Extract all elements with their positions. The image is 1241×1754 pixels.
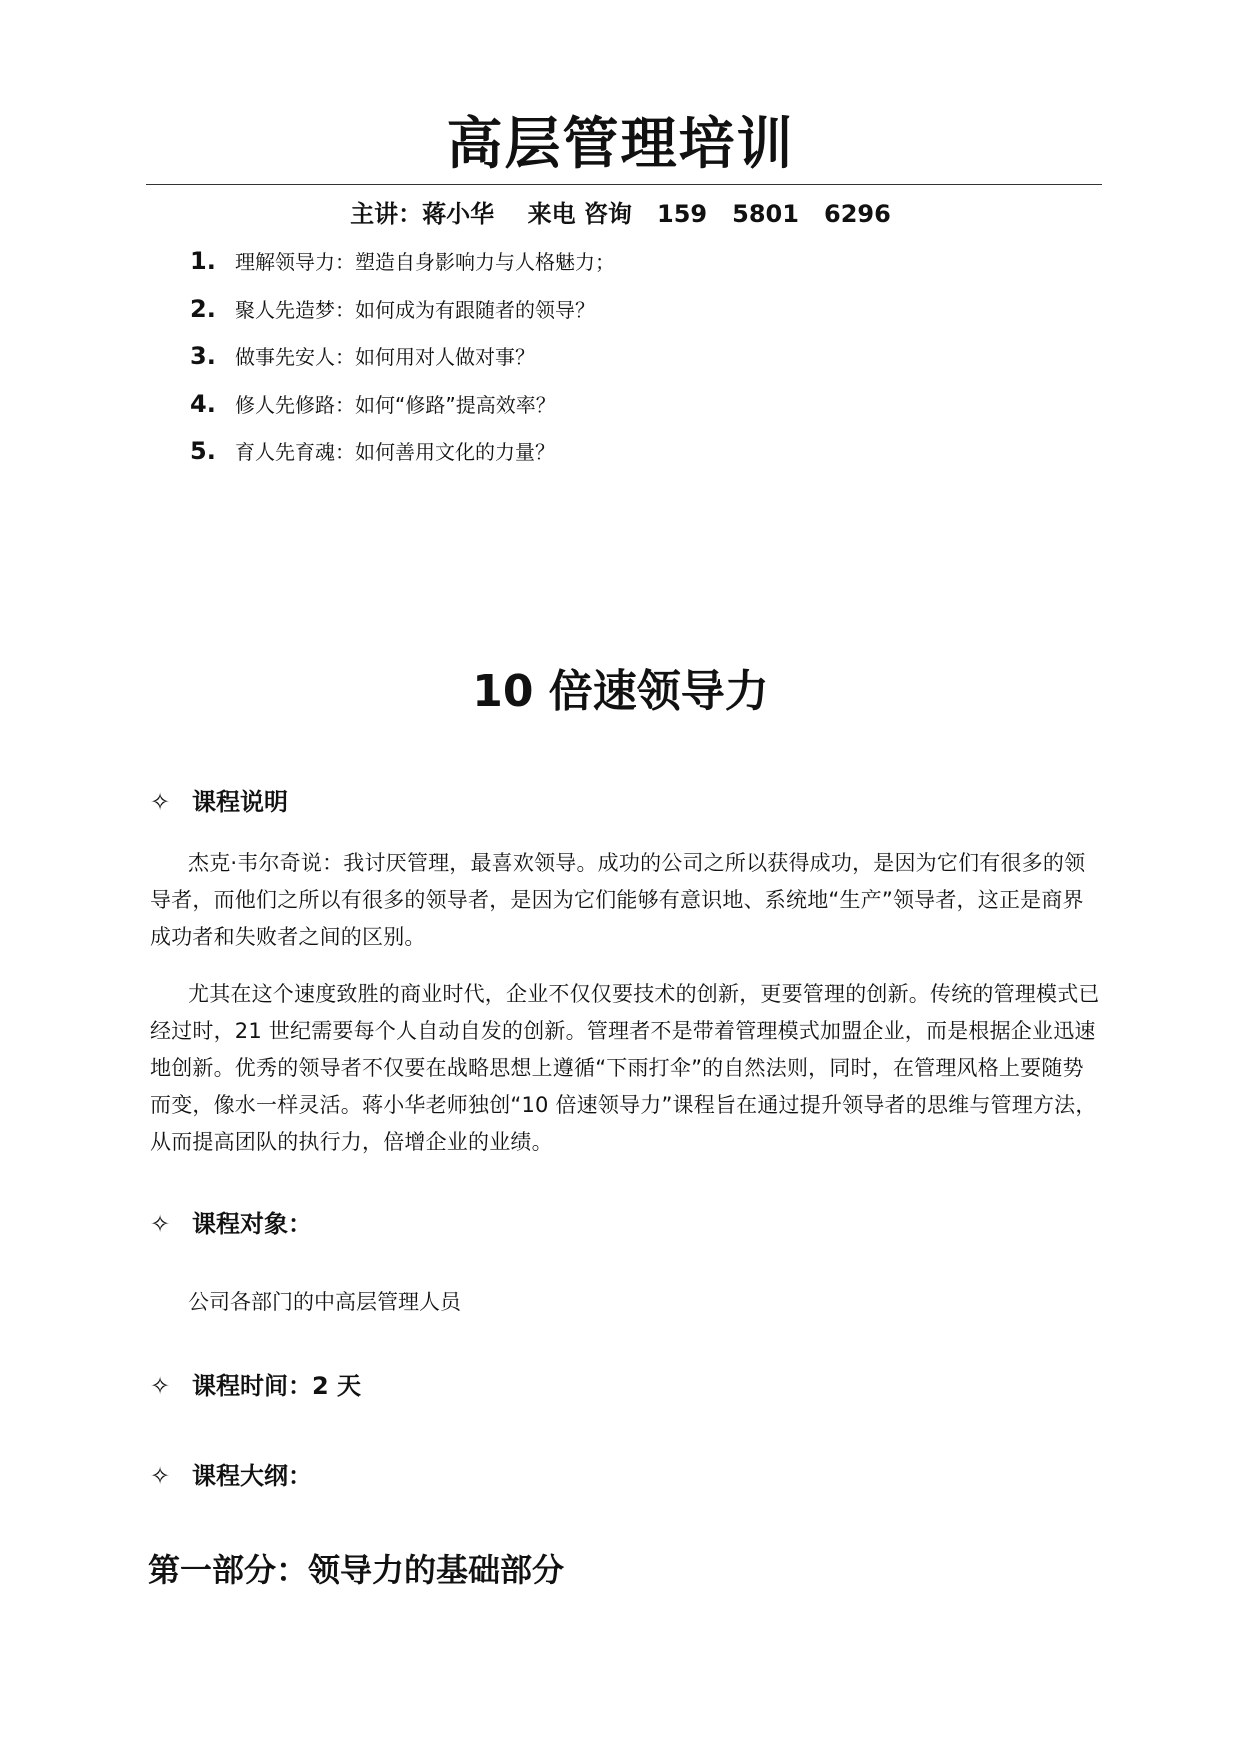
- course-title: 10 倍速领导力: [472, 666, 769, 717]
- list-item: [190, 436, 615, 484]
- section-heading-audience: [150, 1204, 312, 1239]
- star-bullet-icon: ✧: [150, 1210, 171, 1238]
- training-topic-list: [190, 246, 615, 484]
- title-divider: [146, 184, 1102, 185]
- list-item: [190, 294, 615, 342]
- star-bullet-icon: ✧: [150, 788, 171, 816]
- lecturer-contact-line: 主讲：蒋小华 来电 咨询 159 5801 6296: [350, 200, 891, 228]
- list-text: 聚人先造梦：如何成为有跟随者的领导？: [235, 297, 595, 322]
- star-bullet-icon: ✧: [150, 1372, 171, 1400]
- list-text: 育人先育魂：如何善用文化的力量？: [235, 440, 555, 464]
- section-heading-text: 课程时间：2 天: [192, 1372, 362, 1400]
- section-heading-outline: [150, 1456, 312, 1491]
- list-number: 1.: [190, 247, 216, 275]
- section-heading-text: 课程大纲：: [192, 1462, 312, 1490]
- list-text: 理解领导力：塑造自身影响力与人格魅力；: [235, 250, 615, 274]
- list-item: [190, 246, 615, 294]
- list-number: 4.: [190, 389, 216, 418]
- section-heading-text: 课程说明: [192, 788, 288, 816]
- list-number: 2.: [190, 294, 216, 323]
- page-title: 高层管理培训: [446, 112, 795, 177]
- section-heading-description: [150, 782, 288, 817]
- description-paragraph: 杰克·韦尔奇说：我讨厌管理，最喜欢领导。成功的公司之所以获得成功，是因为它们有很多的领导者，而他们之所以有很多的领导者，是因为它们能够有意识地、系统地“生产”领导者，这正是商界成功者和失败者之间的区别。: [150, 851, 1086, 949]
- list-text: 修人先修路：如何“修路”提高效率？: [235, 392, 556, 417]
- list-item: [190, 341, 615, 389]
- section-heading-duration: [150, 1366, 361, 1401]
- description-paragraph: 尤其在这个速度致胜的商业时代，企业不仅仅要技术的创新，更要管理的创新。传统的管理模式已经过时，21 世纪需要每个人自动自发的创新。管理者不是带着管理模式加盟企业，而是根据企业迅速地创新。优秀的领导者不仅要在战略思想上遵循“下雨打伞”的自然法则，同时，在管理风格上要随势而变，像水一样灵活。蒋小华老师独创“10 倍速领导力”课程旨在通过提升领导者的思维与管理方法，从而提高团队的执行力，倍增企业的业绩。: [150, 982, 1100, 1154]
- list-number: 5.: [190, 437, 216, 465]
- section-heading-text: 课程对象：: [192, 1210, 312, 1238]
- star-bullet-icon: ✧: [150, 1462, 171, 1490]
- audience-text: 公司各部门的中高层管理人员: [188, 1290, 461, 1314]
- part-one-heading: 第一部分：领导力的基础部分: [148, 1551, 565, 1589]
- list-text: 做事先安人：如何用对人做对事？: [235, 345, 535, 369]
- list-item: [190, 389, 615, 437]
- list-number: 3.: [190, 342, 216, 370]
